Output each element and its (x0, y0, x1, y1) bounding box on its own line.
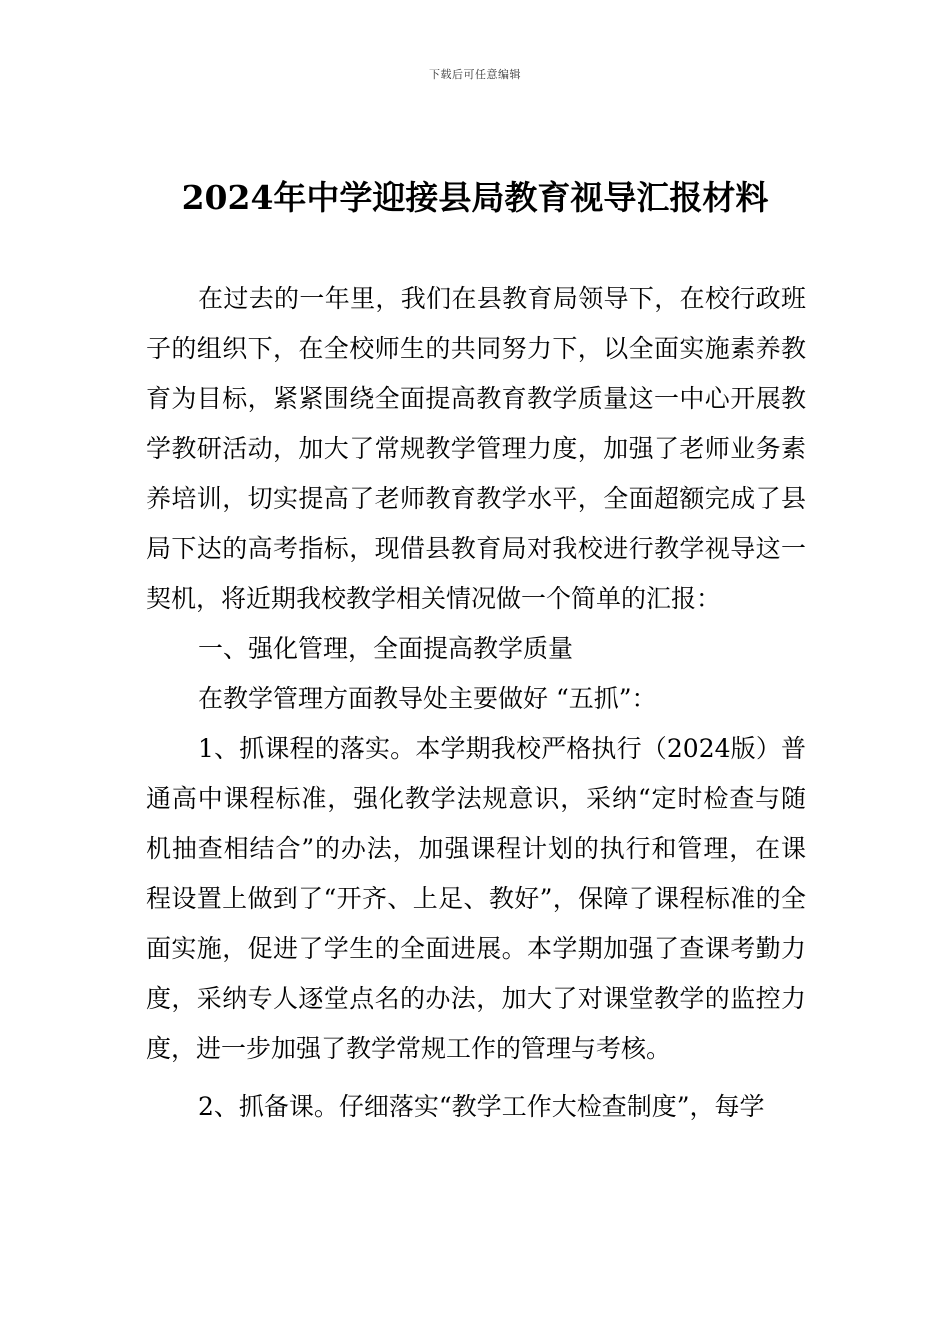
document-title: 2024年中学迎接县局教育视导汇报材料 (181, 178, 769, 217)
section-heading-1: 一、强化管理，全面提高教学质量 (198, 634, 574, 663)
header-note: 下载后可任意编辑 (429, 68, 521, 81)
document-body (146, 274, 806, 1132)
paragraph-intro: 在过去的一年里，我们在县教育局领导下，在校行政班子的组织下，在全校师生的共同努力下，以全面实施素养教育为目标，紧紧围绕全面提高教育教学质量这一中心开展教学教研活动，加大了常规教学管理力度，加强了老师业务素养培训，切实提高了老师教育教学水平，全面超额完成了县局下达的高考指标，现借县教育局对我校进行教学视导这一契机，将近期我校教学相关情况做一个简单的汇报： (146, 284, 806, 613)
paragraph-five-points: 在教学管理方面教导处主要做好 “五抓”： (198, 684, 657, 713)
paragraph-point-2: 2、抓备课。仔细落实“教学工作大检查制度”，每学 (198, 1092, 765, 1121)
paragraph-point-1: 1、抓课程的落实。本学期我校严格执行（2024版）普通高中课程标准，强化教学法规意识，采纳“定时检查与随机抽查相结合”的办法，加强课程计划的执行和管理，在课程设置上做到了“开齐、上足、教好”，保障了课程标准的全面实施，促进了学生的全面进展。本学期加强了查课考勤力度，采纳专人逐堂点名的办法，加大了对课堂教学的监控力度，进一步加强了教学常规工作的管理与考核。 (146, 734, 806, 1063)
